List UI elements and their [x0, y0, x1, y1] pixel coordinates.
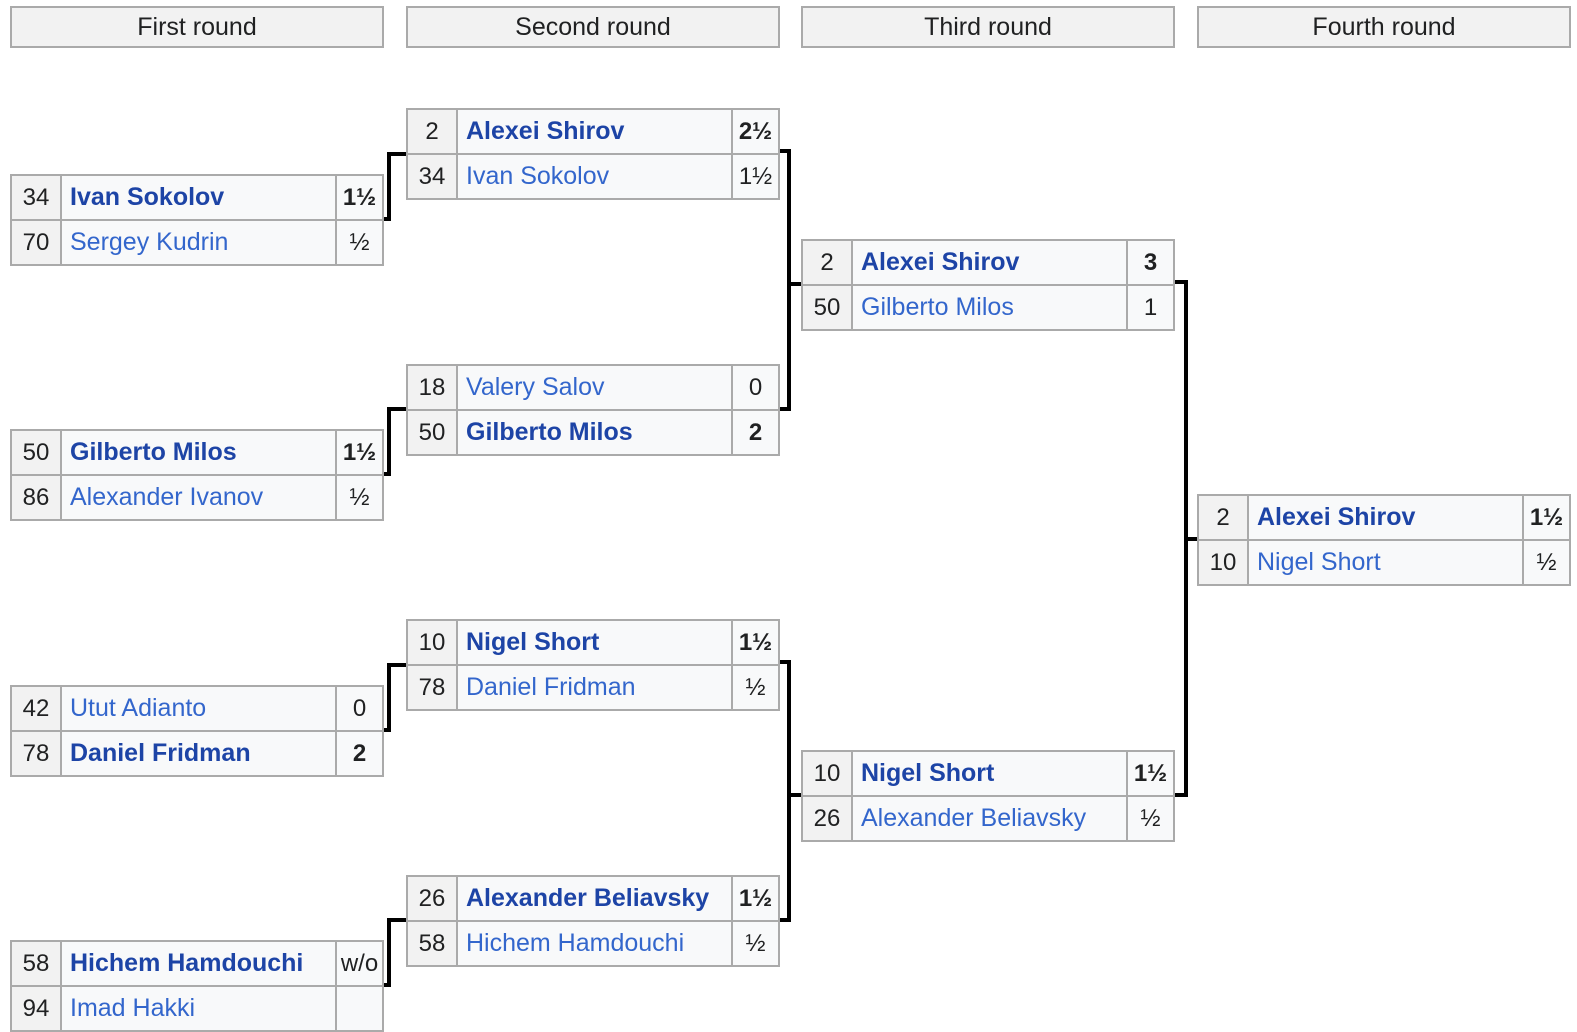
player-row [801, 750, 1175, 797]
player-link[interactable]: Alexander Beliavsky [853, 797, 1128, 840]
player-link[interactable]: Gilberto Milos [62, 431, 337, 474]
seed: 50 [408, 411, 458, 454]
player-link[interactable]: Gilberto Milos [458, 411, 733, 454]
score: 1½ [733, 621, 778, 664]
connector-r3 [1175, 282, 1197, 795]
player-link[interactable]: Valery Salov [458, 366, 733, 409]
player-link[interactable]: Nigel Short [458, 621, 733, 664]
player-row [406, 664, 780, 711]
score: 1½ [337, 176, 382, 219]
player-row [10, 940, 384, 987]
score: 1½ [337, 431, 382, 474]
score: 0 [733, 366, 778, 409]
round-header-third: Third round [801, 6, 1175, 48]
connector-r1-m1 [384, 154, 406, 219]
player-link[interactable]: Imad Hakki [62, 987, 337, 1030]
player-row [801, 239, 1175, 286]
seed: 34 [408, 155, 458, 198]
player-link[interactable]: Daniel Fridman [62, 732, 337, 775]
seed: 86 [12, 476, 62, 519]
connector-r2-top [780, 151, 801, 409]
seed: 26 [803, 797, 853, 840]
player-link[interactable]: Alexei Shirov [853, 241, 1128, 284]
player-link[interactable]: Alexei Shirov [458, 110, 733, 153]
player-link[interactable]: Nigel Short [853, 752, 1128, 795]
player-row [10, 174, 384, 221]
player-row [406, 920, 780, 967]
score: w/o [337, 942, 382, 985]
seed: 50 [803, 286, 853, 329]
score: ½ [1128, 797, 1173, 840]
seed: 34 [12, 176, 62, 219]
player-row [10, 985, 384, 1032]
player-link[interactable]: Sergey Kudrin [62, 221, 337, 264]
score: ½ [733, 666, 778, 709]
player-link[interactable]: Alexander Ivanov [62, 476, 337, 519]
seed: 78 [408, 666, 458, 709]
player-row [10, 474, 384, 521]
player-link[interactable]: Nigel Short [1249, 541, 1524, 584]
seed: 2 [1199, 496, 1249, 539]
seed: 2 [408, 110, 458, 153]
player-row [1197, 539, 1571, 586]
player-row [406, 153, 780, 200]
seed: 42 [12, 687, 62, 730]
score: 2 [733, 411, 778, 454]
score: ½ [733, 922, 778, 965]
seed: 10 [803, 752, 853, 795]
player-link[interactable]: Utut Adianto [62, 687, 337, 730]
player-link[interactable]: Hichem Hamdouchi [62, 942, 337, 985]
player-row [1197, 494, 1571, 541]
seed: 10 [408, 621, 458, 664]
player-row [801, 795, 1175, 842]
seed: 26 [408, 877, 458, 920]
round-header-second: Second round [406, 6, 780, 48]
player-link[interactable]: Ivan Sokolov [62, 176, 337, 219]
score: ½ [337, 221, 382, 264]
player-link[interactable]: Alexander Beliavsky [458, 877, 733, 920]
seed: 18 [408, 366, 458, 409]
seed: 70 [12, 221, 62, 264]
score: 1½ [1128, 752, 1173, 795]
score: 2 [337, 732, 382, 775]
player-row [406, 108, 780, 155]
player-row [406, 619, 780, 666]
player-link[interactable]: Gilberto Milos [853, 286, 1128, 329]
score: 1½ [733, 155, 778, 198]
score [337, 987, 382, 1030]
player-link[interactable]: Hichem Hamdouchi [458, 922, 733, 965]
seed: 58 [408, 922, 458, 965]
player-row [10, 730, 384, 777]
player-row [10, 219, 384, 266]
seed: 94 [12, 987, 62, 1030]
score: 1½ [1524, 496, 1569, 539]
player-link[interactable]: Ivan Sokolov [458, 155, 733, 198]
seed: 78 [12, 732, 62, 775]
seed: 10 [1199, 541, 1249, 584]
player-row [10, 685, 384, 732]
score: 3 [1128, 241, 1173, 284]
connector-r2-bottom [780, 662, 801, 920]
player-row [406, 364, 780, 411]
player-row [10, 429, 384, 476]
seed: 58 [12, 942, 62, 985]
player-link[interactable]: Daniel Fridman [458, 666, 733, 709]
seed: 50 [12, 431, 62, 474]
score: 1½ [733, 877, 778, 920]
player-row [801, 284, 1175, 331]
connector-r1-m2 [384, 409, 406, 474]
score: ½ [1524, 541, 1569, 584]
connector-r1-m4 [384, 920, 406, 985]
score: 2½ [733, 110, 778, 153]
player-row [406, 409, 780, 456]
score: 1 [1128, 286, 1173, 329]
player-link[interactable]: Alexei Shirov [1249, 496, 1524, 539]
connector-r1-m3 [384, 665, 406, 730]
seed: 2 [803, 241, 853, 284]
player-row [406, 875, 780, 922]
score: ½ [337, 476, 382, 519]
round-header-first: First round [10, 6, 384, 48]
round-header-fourth: Fourth round [1197, 6, 1571, 48]
score: 0 [337, 687, 382, 730]
